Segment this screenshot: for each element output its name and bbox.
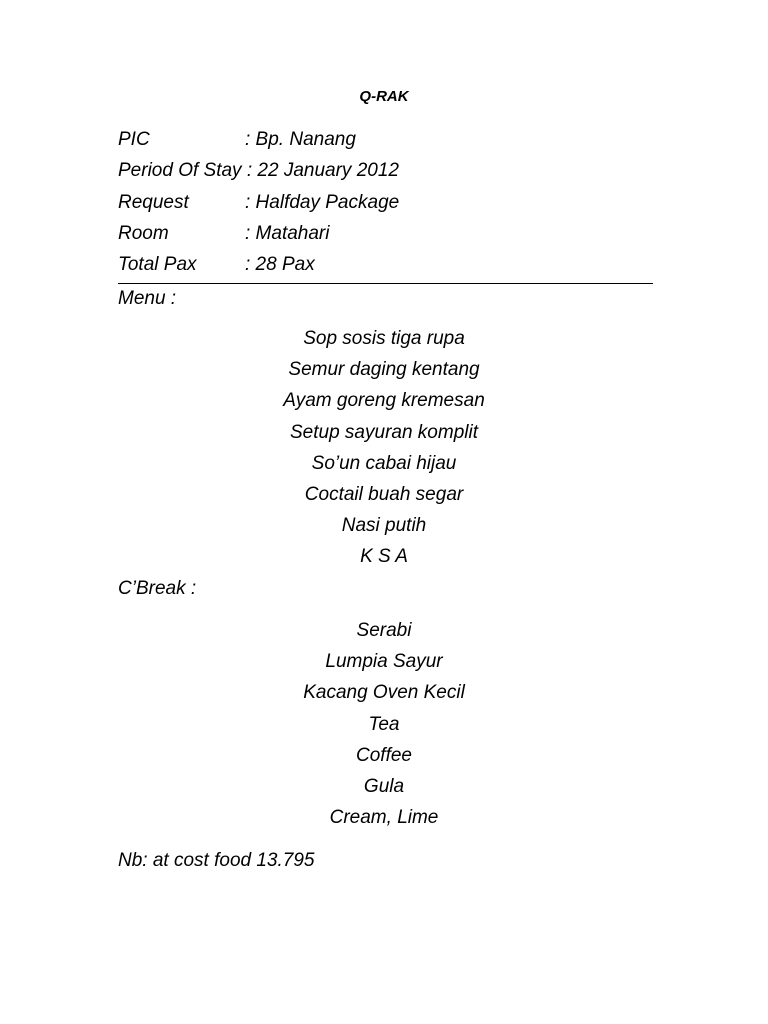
request-value: : Halfday Package (245, 191, 400, 213)
cbreak-item: Coffee (356, 744, 412, 766)
booking-info (118, 124, 658, 280)
cbreak-item: Gula (363, 775, 405, 797)
room-label: Room (118, 222, 169, 244)
info-row-total-pax (118, 249, 658, 280)
cbreak-item: Serabi (356, 620, 412, 641)
info-row-pic (118, 124, 658, 155)
period-value: : 22 January 2012 (246, 160, 399, 182)
period-label: Period Of Stay (118, 160, 242, 182)
menu-item: So’un cabai hijau (311, 452, 457, 474)
menu-item: Ayam goreng kremesan (283, 390, 485, 412)
menu-item: Nasi putih (341, 515, 427, 537)
cbreak-heading: C’Break : (118, 578, 197, 599)
menu-item: Setup sayuran komplit (290, 421, 478, 443)
menu-heading: Menu : (118, 288, 177, 309)
room-value: : Matahari (245, 222, 330, 244)
info-row-request (118, 187, 658, 218)
request-label: Request (118, 191, 189, 213)
total-pax-label: Total Pax (118, 254, 197, 276)
menu-item: Coctail buah segar (304, 483, 464, 505)
horizontal-rule (118, 283, 653, 284)
cost-note: Nb: at cost food 13.795 (118, 850, 315, 871)
pic-label: PIC (118, 129, 150, 150)
cbreak-item: Cream, Lime (329, 807, 439, 829)
info-row-room (118, 218, 658, 249)
total-pax-value: : 28 Pax (245, 254, 315, 276)
cbreak-item: Tea (368, 713, 400, 735)
info-row-period (118, 155, 658, 186)
menu-list (0, 323, 768, 573)
menu-item: K S A (360, 546, 408, 568)
cbreak-list (0, 615, 768, 833)
cbreak-item: Kacang Oven Kecil (303, 682, 465, 704)
pic-value: : Bp. Nanang (245, 129, 356, 150)
document-title: Q-RAK (359, 88, 409, 105)
cbreak-item: Lumpia Sayur (325, 651, 443, 673)
menu-item: Sop sosis tiga rupa (303, 328, 465, 349)
menu-item: Semur daging kentang (288, 359, 480, 381)
